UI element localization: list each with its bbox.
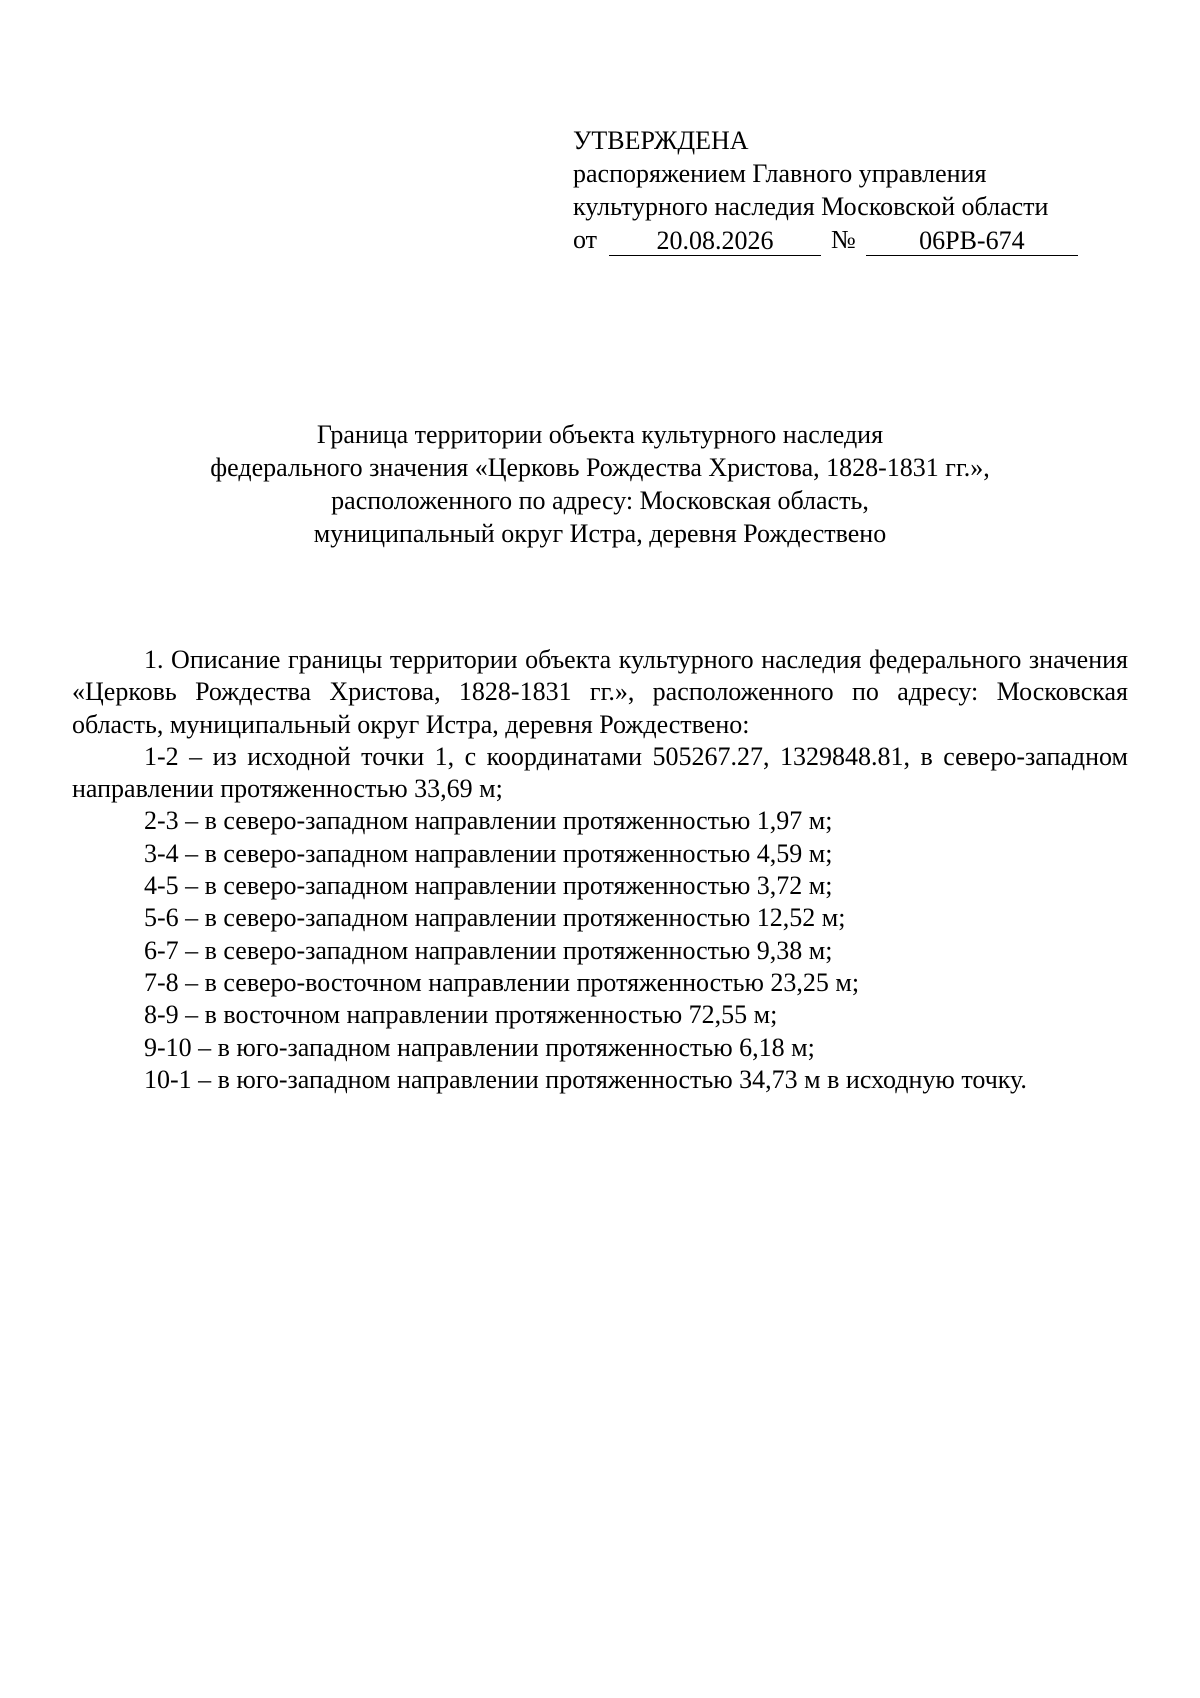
segment-item: 10-1 – в юго-западном направлении протяженностью 34,73 м в исходную точку. <box>144 1064 1027 1094</box>
segment-item: 3-4 – в северо-западном направлении протяженностью 4,59 м; <box>144 838 833 868</box>
segment-item: 5-6 – в северо-западном направлении протяженностью 12,52 м; <box>144 903 846 933</box>
segment-item: 8-9 – в восточном направлении протяженностью 72,55 м; <box>144 1000 778 1030</box>
segment-item: 1-2 – из исходной точки 1, с координатами 505267.27, 1329848.81, в северо-западном направлении протяженностью 33,69 м; <box>72 741 1128 804</box>
segment-item: 9-10 – в юго-западном направлении протяженностью 6,18 м; <box>144 1032 815 1062</box>
approval-heading: УТВЕРЖДЕНА <box>573 126 749 155</box>
segment-item: 2-3 – в северо-западном направлении протяженностью 1,97 м; <box>144 806 833 836</box>
segment-item: 7-8 – в северо-восточном направлении протяженностью 23,25 м; <box>144 967 860 997</box>
segment-item: 4-5 – в северо-западном направлении протяженностью 3,72 м; <box>144 871 833 901</box>
segment-item: 6-7 – в северо-западном направлении протяженностью 9,38 м; <box>144 935 833 965</box>
title-line: федерального значения «Церковь Рождества Христова, 1828-1831 гг.», <box>210 453 990 482</box>
title-line: Граница территории объекта культурного наследия <box>316 420 884 449</box>
approval-block <box>573 124 1093 256</box>
segment-list <box>72 741 1128 1096</box>
number-sign: № <box>831 225 856 254</box>
approval-number: 06РВ-674 <box>866 227 1078 256</box>
approval-date: 20.08.2026 <box>609 227 821 256</box>
approval-reference <box>573 223 1093 256</box>
document-title <box>70 418 1130 550</box>
title-line: расположенного по адресу: Московская область, <box>331 486 869 515</box>
approval-line-2: культурного наследия Московской области <box>573 192 1049 221</box>
boundary-description <box>72 644 1128 1096</box>
title-line: муниципальный округ Истра, деревня Рождествено <box>313 519 887 548</box>
date-prefix: от <box>573 225 598 254</box>
approval-line-1: распоряжением Главного управления <box>573 159 987 188</box>
intro-paragraph: 1. Описание границы территории объекта культурного наследия федерального значения «Церковь Рождества Христова, 1828-1831 гг.», расположенного по адресу: Московская область, муниципальный округ Истра, деревня Рождествено: <box>72 645 1128 739</box>
